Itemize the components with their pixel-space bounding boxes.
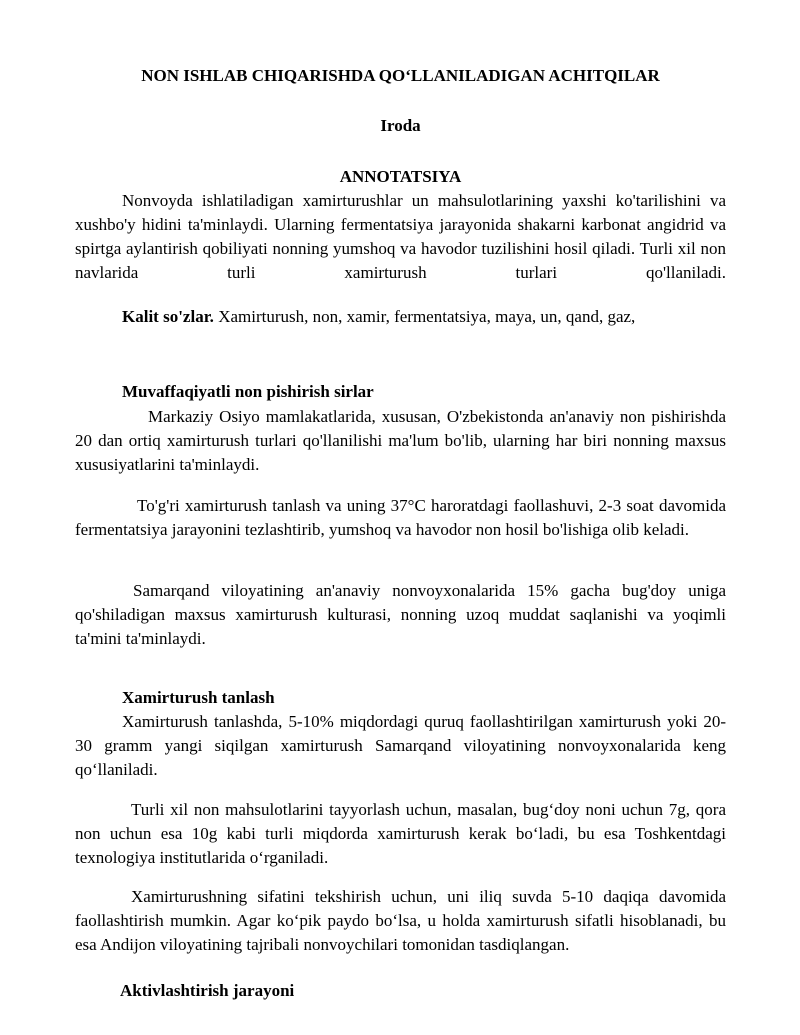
section-heading-yeast-selection: Xamirturush tanlash (122, 688, 275, 707)
section1-paragraph-1: Markaziy Osiyo mamlakatlarida, xususan, O'zbekistonda an'anaviy non pishirishda 20 dan ortiq xamirturush turlari qo'llanilishi ma'lum bo'lib, ularning har biri nonning maxsus xususiyatlarini ta'minlaydi. (75, 407, 726, 474)
author-name: Iroda (380, 116, 421, 135)
abstract-paragraph: Nonvoyda ishlatiladigan xamirturushlar un mahsulotlarining yaxshi ko'tarilishini va xushbo'y hidini ta'minlaydi. Ularning fermentatsiya jarayonida shakarni karbonat angidrid va spirtga aylantirish qobiliyati nonning yumshoq va havodor tuzilishini hosil qiladi. Turli xil non navlarida turli xamirturush turlari qo'llaniladi. (75, 191, 726, 282)
section-heading-activation: Aktivlashtirish jarayoni (120, 981, 295, 1000)
section1-paragraph-2: To'g'ri xamirturush tanlash va uning 37°C haroratdagi faollashuvi, 2-3 soat davomida fermentatsiya jarayonini tezlashtirib, yumshoq va havodor non hosil bo'lishiga olib keladi. (75, 496, 726, 539)
keywords-paragraph (75, 305, 726, 329)
section-heading-secrets: Muvaffaqiyatli non pishirish sirlar (122, 382, 374, 401)
section2-paragraph-2: Turli xil non mahsulotlarini tayyorlash uchun, masalan, bug‘doy noni uchun 7g, qora non uchun esa 10g kabi turli miqdorda xamirturush kerak bo‘ladi, bu esa Toshkentdagi texnologiya institutlarida o‘rganiladi. (75, 800, 726, 867)
keywords-label: Kalit so'zlar. (122, 307, 214, 326)
section2-paragraph-3: Xamirturushning sifatini tekshirish uchun, uni iliq suvda 5-10 daqiqa davomida faollashtirish mumkin. Agar ko‘pik paydo bo‘lsa, u holda xamirturush sifatli hisoblanadi, bu esa Andijon viloyatining tajribali nonvoychilari tomonidan tasdiqlangan. (75, 887, 726, 954)
section2-paragraph-1: Xamirturush tanlashda, 5-10% miqdordagi quruq faollashtirilgan xamirturush yoki 20-30 gramm yangi siqilgan xamirturush Samarqand viloyatining nonvoyxonalarida keng qo‘llaniladi. (75, 712, 726, 779)
section1-paragraph-3: Samarqand viloyatining an'anaviy nonvoyxonalarida 15% gacha bug'doy uniga qo'shiladigan maxsus xamirturush kulturasi, nonning uzoq muddat saqlanishi va yoqimli ta'mini ta'minlaydi. (75, 581, 726, 648)
abstract-heading: ANNOTATSIYA (339, 167, 462, 186)
keywords-text: Xamirturush, non, xamir, fermentatsiya, maya, un, qand, gaz, (213, 307, 636, 326)
document-title: NON ISHLAB CHIQARISHDA QO‘LLANILADIGAN ACHITQILAR (141, 66, 660, 85)
